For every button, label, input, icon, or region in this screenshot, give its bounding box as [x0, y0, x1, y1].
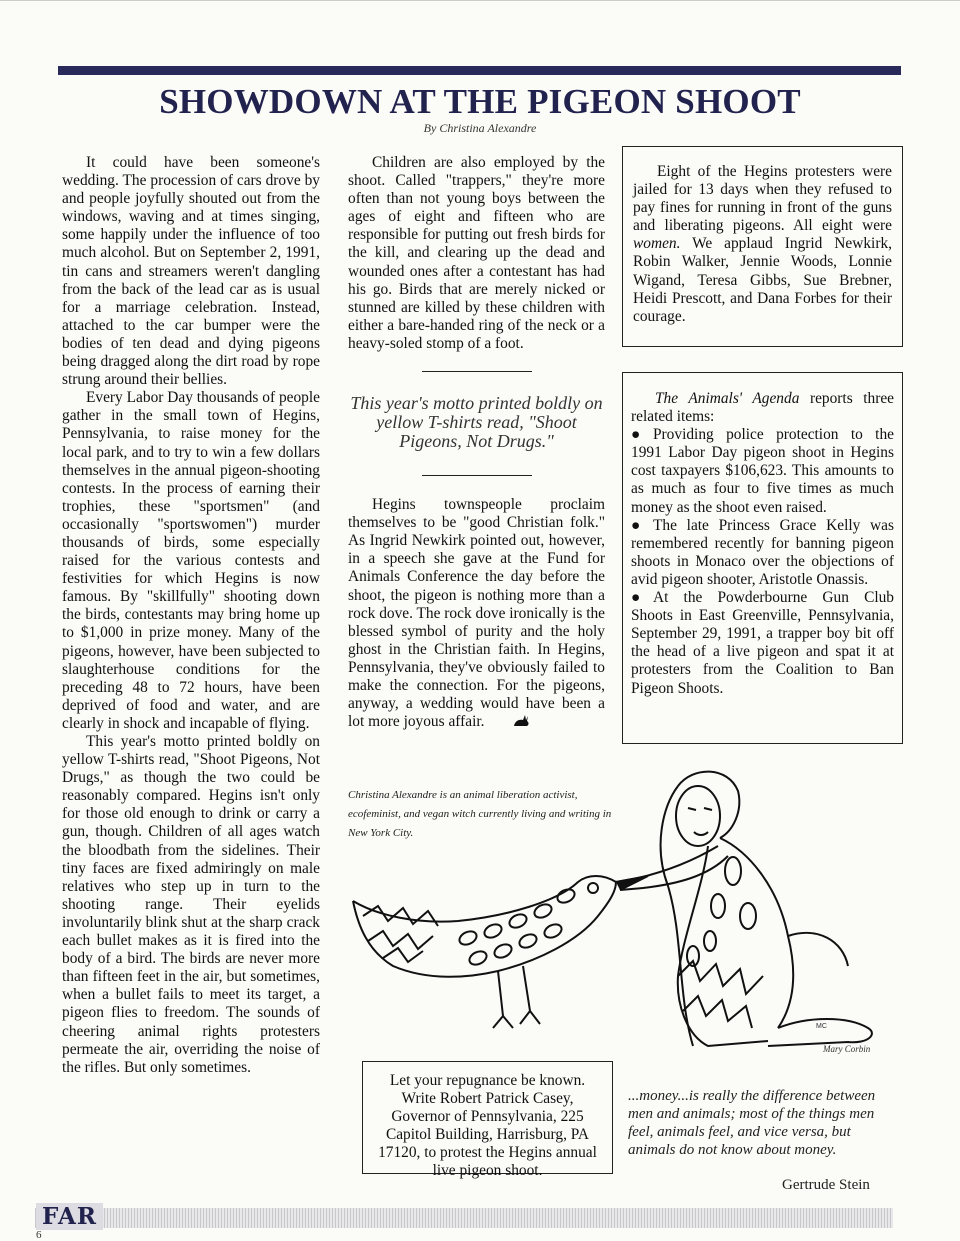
sidebar-jailed-protesters: [622, 146, 903, 347]
far-logo: FAR: [36, 1203, 103, 1230]
article-byline: By Christina Alexandre: [423, 121, 537, 135]
publication-name: The Animals' Agenda: [655, 390, 800, 407]
body-paragraph: This year's motto printed boldly on yellow T-shirts read, "Shoot Pigeons, Not Drugs," as though the two could be reasonably compared. Hegins isn't only for those old enough to drink or carry a gun, though. Children of all ages watch the bloodbath from the sidelines. Their tiny faces are fixed admiringly on male relatives who step up in turn to the shooting range. Their eyelids involuntarily blink shut at the sharp crack each bullet makes as it is fired into the body of a bird. The birds are never more than fifteen feet in the air, but sometimes, when a bullet fails to meet its target, a pigeon flies to freedom. The sounds of cheering animal rights protesters permeate the air, overriding the noise of the rifles. But only sometimes.: [62, 733, 320, 1076]
article-column-2: [348, 154, 605, 733]
body-paragraph: Every Labor Day thousands of people gather in the small town of Hegins, Pennsylvania, to raise money for the local park, and to try to win a few dollars themselves in the annual pigeon-shooting contests. In the process of earning their trophies, these "sportsmen" (and occasionally "sportswomen") murder thousands of birds, some especially raised for the various contests and festivities for which Hegins is now famous. By "skillfully" shooting down the birds, contestants may bring home up to $1,000 in prize money. Many of the pigeons, however, have been subjected to slaughterhouse conditions for the preceding 48 to 72 hours, have been deprived of food and water, and are clearly in shock and incapable of flying.: [62, 389, 320, 732]
footer-bar: [35, 1208, 893, 1228]
emphasis-women: women.: [633, 235, 681, 253]
agenda-item: [631, 426, 894, 516]
body-paragraph: Children are also employed by the shoot. Called "trappers," they're more often than not young boys between the ages of eight and fifteen who are responsible for putting out fresh birds for the kill, and clearing up the dead and wounded ones after a contestant has had his go. Birds that are merely nicked or stunned are killed by these children with either a bare-handed ring of the neck or a heavy-soled stomp of a foot.: [348, 154, 605, 352]
scan-edge-line: [0, 0, 960, 1]
call-to-action-box: [362, 1061, 613, 1180]
article-title: SHOWDOWN AT THE PIGEON SHOOT: [159, 82, 801, 121]
quote-author: Gertrude Stein: [782, 1177, 870, 1193]
gertrude-stein-quote: ...money...is really the difference between men and animals; most of the things men feel, animals feel, and vice versa, but animals do not know about money.: [628, 1088, 876, 1158]
call-to-action-text: Let your repugnance be known. Write Robert Patrick Casey, Governor of Pennsylvania, 225 Capitol Building, Harrisburg, PA 17120, to protest the Hegins annual live pigeon shoot.: [378, 1072, 597, 1180]
bullet-icon: ●: [631, 589, 641, 607]
agenda-item: [631, 589, 894, 698]
agenda-item-text: The late Princess Grace Kelly was remembered recently for banning pigeon shoots in Monaco over the objections of avid pigeon shooter, Aristotle Onassis.: [631, 516, 894, 588]
agenda-item-text: At the Powderbourne Gun Club Shoots in East Greenville, Pennsylvania, September 29, 1991, a trapper boy bit off the head of a live pigeon and spat it at protesters from the Coalition to Ban Pigeon Shoots.: [631, 589, 894, 697]
agenda-item: [631, 517, 894, 589]
body-paragraph: It could have been someone's wedding. The procession of cars drove by and people joyfully shouted out from the windows, waving and at times singing, some happily under the influence of too much alcohol. But on September 2, 1991, tin cans and streamers weren't dangling from the back of the lead car as is usual for a marriage celebration. Instead, attached to the car bumper were the bodies of ten dead and dying pigeons being dragged along the dirt road by rope strung around their bellies.: [62, 154, 320, 389]
sidebar-animals-agenda: [622, 372, 903, 744]
svg-text:MC: MC: [816, 1023, 827, 1030]
pull-quote: This year's motto printed boldly on yellow T-shirts read, "Shoot Pigeons, Not Drugs.": [350, 393, 603, 452]
agenda-item-text: Providing police protection to the 1991 Labor Day pigeon shoot in Hegins cost taxpayers $106,623. This amounts to as much as four to five times as much money as the shoot even raised.: [631, 426, 894, 516]
illustration-credit: Mary Corbin: [823, 1044, 871, 1054]
agenda-intro: [631, 390, 894, 426]
article-column-1: [62, 154, 320, 1077]
body-paragraph: [348, 496, 605, 733]
page-number: 6: [36, 1229, 42, 1241]
sidebar-text-part: We applaud Ingrid Newkirk, Robin Walker, Jennie Woods, Lonnie Wigand, Teresa Gibbs, Sue Brebner, Heidi Prescott, and Dana Forbes for their courage.: [633, 235, 892, 325]
woman-and-pigeon-illustration: [348, 766, 903, 1062]
sidebar-text-part: Eight of the Hegins protesters were jailed for 13 days when they refused to pay fines for running in front of the guns and liberating pigeons. All eight were: [633, 163, 892, 235]
body-paragraph-text: Hegins townspeople proclaim themselves to be "good Christian folk." As Ingrid Newkirk pointed out, however, in a speech she gave at the Fund for Animals Conference the day before the shoot, the pigeon is nothing more than a rock dove. The rock dove ironically is the blessed symbol of purity and the holy ghost in the Christian faith. In Hegins, Pennsylvania, they've obviously failed to make the connection. For the pigeons, anyway, a wedding would have been a lot more joyous affair.: [348, 496, 606, 731]
sidebar-text: [633, 163, 892, 326]
author-bio: Christina Alexandre is an animal liberation activist, ecofeminist, and vegan witch currently living and writing in New York City.: [348, 789, 612, 839]
bullet-icon: ●: [631, 426, 641, 444]
rabbit-end-mark-icon: [488, 714, 530, 733]
header-rule: [58, 66, 901, 75]
agenda-intro-text: reports three related items:: [631, 390, 894, 426]
bullet-icon: ●: [631, 516, 641, 534]
